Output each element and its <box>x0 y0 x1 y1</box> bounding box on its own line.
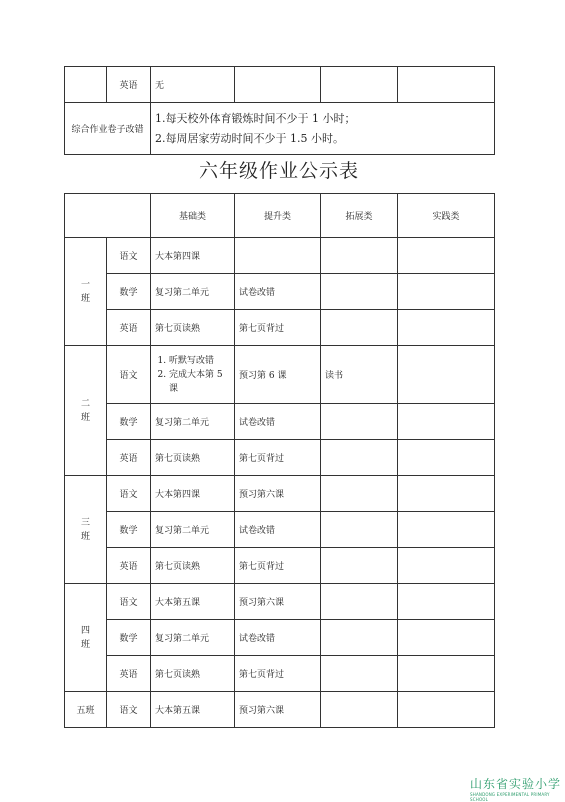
extend-cell <box>321 238 398 274</box>
extend-cell <box>321 548 398 584</box>
improve-cell: 第七页背过 <box>235 656 321 692</box>
extend-cell <box>321 440 398 476</box>
table-row <box>65 620 495 656</box>
class-label: 二 班 <box>65 346 107 476</box>
improve-cell: 第七页背过 <box>235 310 321 346</box>
practice-cell <box>398 274 495 310</box>
subject-cell: 语文 <box>107 584 151 620</box>
subject-cell: 英语 <box>107 440 151 476</box>
homework-table <box>64 193 495 728</box>
improve-cell: 第七页背过 <box>235 548 321 584</box>
practice-cell <box>398 620 495 656</box>
english-row <box>65 67 495 103</box>
subject-cell: 数学 <box>107 274 151 310</box>
practice-cell <box>398 656 495 692</box>
extend-cell: 读书 <box>321 346 398 404</box>
extend-cell <box>321 656 398 692</box>
school-logo-name: 山东省实验小学 <box>470 777 562 791</box>
page-title: 六年级作业公示表 <box>198 160 359 182</box>
basic-cell: 大本第五课 <box>151 584 235 620</box>
subject-cell: 英语 <box>107 310 151 346</box>
subject-cell: 语文 <box>107 692 151 728</box>
subject-cell: 数学 <box>107 512 151 548</box>
summary-label: 综合作业卷子改错 <box>65 103 151 155</box>
extend-cell <box>321 512 398 548</box>
basic-cell: 大本第四课 <box>151 476 235 512</box>
subject-cell: 数学 <box>107 620 151 656</box>
extend-cell <box>321 476 398 512</box>
basic-cell: 复习第二单元 <box>151 620 235 656</box>
extend-cell <box>321 404 398 440</box>
practice-cell <box>398 238 495 274</box>
improve-cell: 试卷改错 <box>235 404 321 440</box>
practice-cell <box>398 476 495 512</box>
basic-cell <box>151 346 235 404</box>
top-table <box>64 66 495 155</box>
subject-cell: 数学 <box>107 404 151 440</box>
extend-cell <box>321 67 398 103</box>
summary-line: 2.每周居家劳动时间不少于 1.5 小时。 <box>155 131 344 145</box>
improve-cell: 试卷改错 <box>235 512 321 548</box>
extend-cell <box>321 584 398 620</box>
practice-cell <box>398 67 495 103</box>
extend-cell <box>321 274 398 310</box>
class-label: 三 班 <box>65 476 107 584</box>
basic-cell: 大本第四课 <box>151 238 235 274</box>
practice-cell <box>398 512 495 548</box>
list-item: 1. 听默写改错 <box>169 354 230 368</box>
table-row <box>65 238 495 274</box>
table-row <box>65 440 495 476</box>
extend-cell <box>321 620 398 656</box>
header-improve: 提升类 <box>235 194 321 238</box>
basic-cell: 复习第二单元 <box>151 512 235 548</box>
table-row <box>65 512 495 548</box>
improve-cell: 试卷改错 <box>235 620 321 656</box>
header-basic: 基础类 <box>151 194 235 238</box>
practice-cell <box>398 404 495 440</box>
table-row <box>65 548 495 584</box>
class-label: 一 班 <box>65 238 107 346</box>
basic-cell: 复习第二单元 <box>151 274 235 310</box>
subject-cell: 语文 <box>107 238 151 274</box>
table-row <box>65 310 495 346</box>
class-label: 四 班 <box>65 584 107 692</box>
summary-content <box>151 103 495 155</box>
table-row <box>65 584 495 620</box>
practice-cell <box>398 548 495 584</box>
basic-cell: 第七页读熟 <box>151 440 235 476</box>
basic-cell: 第七页读熟 <box>151 656 235 692</box>
list-item: 2. 完成大本第 5 课 <box>169 368 230 396</box>
subject-cell: 语文 <box>107 476 151 512</box>
table-row <box>65 274 495 310</box>
extend-cell <box>321 692 398 728</box>
extend-cell <box>321 310 398 346</box>
basic-cell: 复习第二单元 <box>151 404 235 440</box>
subject-cell: 英语 <box>107 67 151 103</box>
empty-cell <box>65 67 107 103</box>
practice-cell <box>398 346 495 404</box>
improve-cell: 第七页背过 <box>235 440 321 476</box>
table-row <box>65 656 495 692</box>
practice-cell <box>398 440 495 476</box>
subject-cell: 英语 <box>107 656 151 692</box>
basic-cell: 无 <box>151 67 235 103</box>
table-row <box>65 404 495 440</box>
school-logo <box>470 775 565 802</box>
class-label: 五班 <box>65 692 107 728</box>
subject-cell: 语文 <box>107 346 151 404</box>
header-extend: 拓展类 <box>321 194 398 238</box>
basic-cell: 第七页读熟 <box>151 310 235 346</box>
header-empty <box>65 194 151 238</box>
improve-cell: 预习第六课 <box>235 584 321 620</box>
practice-cell <box>398 310 495 346</box>
summary-line: 1.每天校外体育锻炼时间不少于 1 小时； <box>155 111 356 125</box>
practice-cell <box>398 692 495 728</box>
improve-cell <box>235 67 321 103</box>
table-row <box>65 346 495 404</box>
table-row <box>65 692 495 728</box>
header-practice: 实践类 <box>398 194 495 238</box>
basic-cell: 第七页读熟 <box>151 548 235 584</box>
basic-list <box>155 354 230 396</box>
subject-cell: 英语 <box>107 548 151 584</box>
improve-cell <box>235 238 321 274</box>
header-row <box>65 194 495 238</box>
basic-cell: 大本第五课 <box>151 692 235 728</box>
school-logo-subtitle: SHANDONG EXPERIMENTAL PRIMARY SCHOOL <box>470 792 550 802</box>
improve-cell: 预习第六课 <box>235 476 321 512</box>
table-row <box>65 476 495 512</box>
improve-cell: 预习第 6 课 <box>235 346 321 404</box>
practice-cell <box>398 584 495 620</box>
improve-cell: 预习第六课 <box>235 692 321 728</box>
summary-row <box>65 103 495 155</box>
improve-cell: 试卷改错 <box>235 274 321 310</box>
